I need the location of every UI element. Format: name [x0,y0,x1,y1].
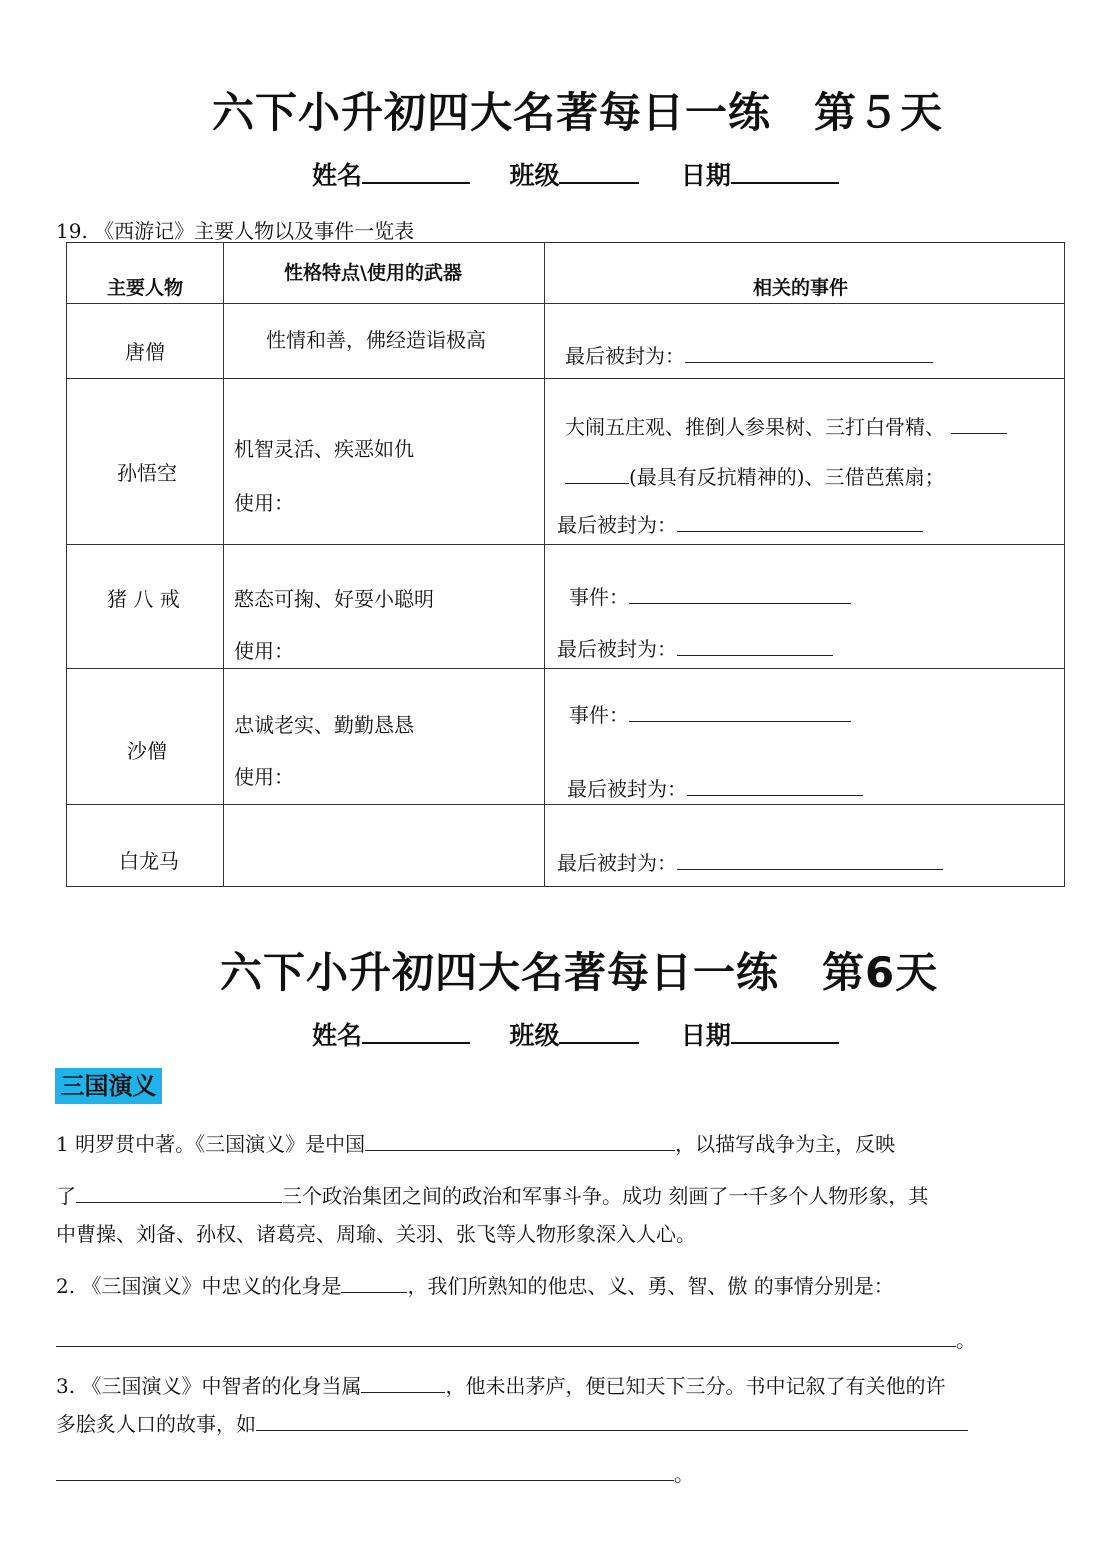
weapon-field[interactable]: 使用： [234,639,294,663]
weapon-field[interactable]: 使用： [234,491,294,515]
name-blank[interactable] [362,1020,470,1044]
question-2-answer-line: 。 [56,1324,976,1353]
character-trait: 憨态可掬、好耍小聪明 [234,587,434,611]
table-row [67,805,1065,887]
answer-blank[interactable] [341,1274,407,1293]
header-trait: 性格特点\使用的武器 [224,243,545,304]
class-label: 班级 [509,161,560,190]
student-info-day5 [312,156,839,192]
class-label: 班级 [509,1021,560,1050]
name-label: 姓名 [312,1021,363,1050]
answer-blank[interactable] [256,1412,968,1431]
events-line-1[interactable]: 大闹五庄观、推倒人参果树、三打白骨精、 [565,411,1007,440]
name-blank[interactable] [362,160,470,184]
date-label: 日期 [680,1021,731,1050]
journey-west-table [66,242,1065,887]
question-19-heading: 19. 《西游记》主要人物以及事件一览表 [56,219,415,243]
class-blank[interactable] [559,1020,639,1044]
student-info-day6 [312,1016,839,1052]
final-title-field[interactable]: 最后被封为： [567,773,863,802]
question-1-line-2: 了 三个政治集团之间的政治和军事斗争。成功 刻画了一千多个人物形象，其 [56,1184,929,1208]
question-1-line-1: 1 明罗贯中著。《三国演义》是中国 ，以描写战争为主，反映 [56,1132,896,1156]
weapon-field[interactable]: 使用： [234,765,294,789]
table-row [67,379,1065,545]
answer-blank[interactable] [76,1184,282,1203]
page-title-day5: 六下小升初四大名著每日一练 第５天 [212,88,944,137]
answer-blank[interactable] [56,1462,674,1481]
table-row [67,545,1065,669]
class-blank[interactable] [559,160,639,184]
question-3-answer-line: 。 [56,1458,694,1487]
header-events: 相关的事件 [545,243,1065,304]
character-name: 沙僧 [127,739,167,763]
character-name: 白龙马 [119,849,179,873]
final-title-field[interactable]: 最后被封为： [557,509,923,538]
section-tag-sanguo: 三国演义 [55,1068,162,1104]
character-trait: 机智灵活、疾恶如仇 [234,437,414,461]
events-line-2[interactable]: (最具有反抗精神的)、三借芭蕉扇； [565,461,945,490]
question-3-line-1: 3. 《三国演义》中智者的化身当属 ，他未出茅庐，便已知天下三分。书中记叙了有关他的许 [56,1374,946,1398]
final-title-field[interactable]: 最后被封为： [565,340,933,369]
event-field[interactable]: 事件： [569,581,851,610]
date-blank[interactable] [731,160,839,184]
character-name: 猪 八 戒 [107,587,180,611]
answer-blank[interactable] [56,1328,956,1347]
final-title-field[interactable]: 最后被封为： [557,847,943,876]
answer-blank[interactable] [365,1132,675,1151]
character-name: 孙悟空 [117,461,177,485]
character-trait: 性情和善，佛经造诣极高 [266,328,486,352]
name-label: 姓名 [312,161,363,190]
date-label: 日期 [680,161,731,190]
table-row [67,669,1065,805]
event-field[interactable]: 事件： [569,699,851,728]
page-title-day6: 六下小升初四大名著每日一练 第6天 [220,948,939,997]
header-character: 主要人物 [67,243,224,304]
question-2: 2. 《三国演义》中忠义的化身是 ，我们所熟知的他忠、义、勇、智、傲 的事情分别是： [56,1274,894,1298]
answer-blank[interactable] [361,1374,445,1393]
date-blank[interactable] [731,1020,839,1044]
character-name: 唐僧 [125,340,165,364]
character-trait: 忠诚老实、勤勤恳恳 [234,713,414,737]
question-3-line-2: 多脍炙人口的故事，如 [56,1408,968,1437]
table-row [67,304,1065,379]
question-1-line-3: 中曹操、刘备、孙权、诸葛亮、周瑜、关羽、张飞等人物形象深入人心。 [56,1222,696,1246]
final-title-field[interactable]: 最后被封为： [557,633,833,662]
